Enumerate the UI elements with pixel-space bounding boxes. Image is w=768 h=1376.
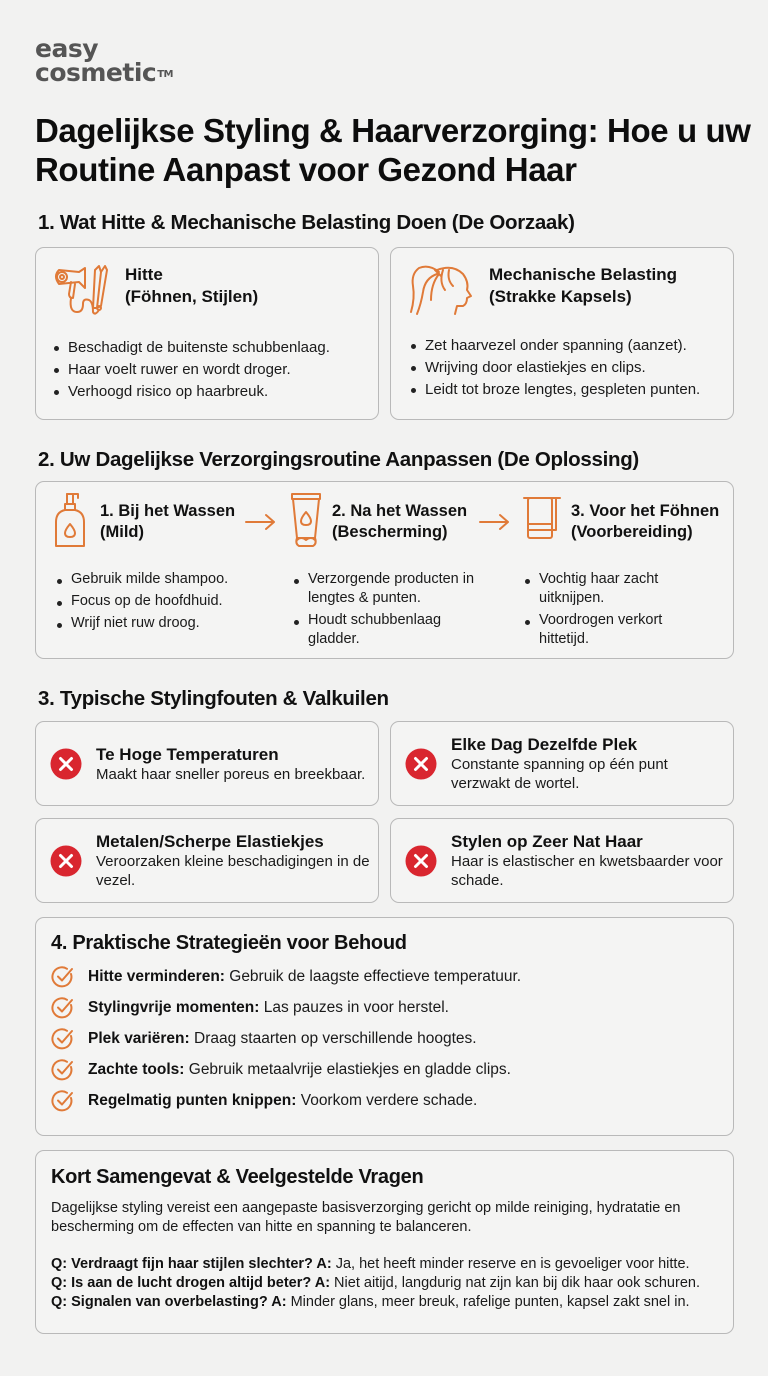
strategy-text: Voorkom verdere schade. bbox=[296, 1091, 478, 1109]
bullet: Focus op de hoofdhuid. bbox=[54, 592, 274, 611]
section2-heading: 2. Uw Dagelijkse Verzorgingsroutine Aanpassen (De Oplossing) bbox=[38, 448, 639, 471]
pitfall-desc: Constante spanning op één punt verzwakt de wortel. bbox=[451, 756, 668, 792]
strategy-text: Las pauzes in voor herstel. bbox=[259, 998, 449, 1016]
bullet: Leidt tot broze lengtes, gespleten punten. bbox=[408, 379, 733, 401]
cause-bullets bbox=[51, 337, 378, 403]
step-subtitle: (Bescherming) bbox=[332, 523, 448, 541]
cause-title: Hitte bbox=[125, 265, 163, 284]
bullet: Verhoogd risico op haarbreuk. bbox=[51, 381, 378, 403]
section3-heading: 3. Typische Stylingfouten & Valkuilen bbox=[38, 687, 389, 710]
arrow-right-icon bbox=[244, 512, 278, 532]
strategy-label: Stylingvrije momenten: bbox=[88, 998, 260, 1016]
pump-bottle-icon bbox=[54, 492, 88, 553]
bullet: Wrijving door elastiekjes en clips. bbox=[408, 357, 733, 379]
pitfall-title: Elke Dag Dezelfde Plek bbox=[451, 735, 638, 754]
strategy-item bbox=[51, 961, 733, 992]
section1-heading: 1. Wat Hitte & Mechanische Belasting Doen (De Oorzaak) bbox=[38, 211, 575, 234]
routine-step-3 bbox=[522, 492, 727, 652]
error-x-icon bbox=[50, 748, 82, 780]
check-circle-icon bbox=[51, 965, 75, 989]
bullet: Gebruik milde shampoo. bbox=[54, 570, 274, 589]
step-subtitle: (Mild) bbox=[100, 523, 144, 541]
cause-subtitle: (Föhnen, Stijlen) bbox=[125, 287, 259, 306]
bullet: Voordrogen verkort hittetijd. bbox=[522, 611, 692, 649]
bullet: Zet haarvezel onder spanning (aanzet). bbox=[408, 335, 733, 357]
routine-card bbox=[35, 481, 734, 659]
pitfall-card bbox=[35, 818, 379, 903]
bullet: Verzorgende producten in lengtes & punten. bbox=[291, 570, 486, 608]
bullet: Vochtig haar zacht uitknijpen. bbox=[522, 570, 692, 608]
faq-question: Q: Is aan de lucht drogen altijd beter? A: bbox=[51, 1275, 331, 1291]
faq-intro: Dagelijkse styling vereist een aangepaste basisverzorging gericht op milde reiniging, hydratatie en bescherming om de effecten van hitte en spanning te balanceren. bbox=[51, 1200, 681, 1235]
pitfall-title: Te Hoge Temperaturen bbox=[96, 744, 279, 764]
step-bullets bbox=[54, 570, 274, 633]
error-x-icon bbox=[405, 845, 437, 877]
strategy-item bbox=[51, 1085, 733, 1116]
strategy-item bbox=[51, 1023, 733, 1054]
faq-item bbox=[51, 1293, 719, 1312]
check-circle-icon bbox=[51, 1089, 75, 1113]
step-title: 2. Na het Wassen bbox=[332, 502, 468, 520]
check-circle-icon bbox=[51, 1058, 75, 1082]
bullet: Wrijf niet ruw droog. bbox=[54, 614, 274, 633]
strategy-label: Regelmatig punten knippen: bbox=[88, 1091, 297, 1109]
step-subtitle: (Voorbereiding) bbox=[571, 523, 693, 541]
routine-step-2 bbox=[291, 492, 491, 652]
step-title: 1. Bij het Wassen bbox=[100, 502, 236, 520]
faq-item bbox=[51, 1274, 719, 1293]
check-circle-icon bbox=[51, 996, 75, 1020]
faq-answer: Niet aitijd, langdurig nat zijn kan bij dik haar ook schuren. bbox=[330, 1275, 700, 1291]
brand-line1: easy bbox=[35, 34, 99, 63]
strategy-item bbox=[51, 992, 733, 1023]
faq-answer: Minder glans, meer breuk, rafelige punten, kapsel zakt snel in. bbox=[286, 1294, 690, 1310]
bullet: Houdt schubbenlaag gladder. bbox=[291, 611, 486, 649]
faq-question: Q: Verdraagt fijn haar stijlen slechter? A: bbox=[51, 1256, 332, 1272]
cause-card-mechanical bbox=[390, 247, 734, 420]
faq-heading: Kort Samengevat & Veelgestelde Vragen bbox=[51, 1166, 424, 1188]
strategy-text: Draag staarten op verschillende hoogtes. bbox=[189, 1029, 477, 1047]
bullet: Haar voelt ruwer en wordt droger. bbox=[51, 359, 378, 381]
ponytail-head-icon bbox=[409, 260, 473, 323]
pitfall-desc: Veroorzaken kleine beschadigingen in de vezel. bbox=[96, 853, 370, 889]
brand-line2: cosmetic bbox=[35, 58, 157, 87]
pitfall-card bbox=[390, 818, 734, 903]
towel-icon bbox=[522, 492, 562, 545]
cause-bullets bbox=[408, 335, 733, 401]
step-title: 3. Voor het Föhnen bbox=[571, 502, 720, 520]
cause-title: Mechanische Belasting bbox=[489, 265, 678, 284]
brand-logo bbox=[35, 34, 174, 87]
step-bullets bbox=[291, 570, 486, 649]
tube-icon bbox=[291, 492, 321, 553]
page-title: Dagelijkse Styling & Haarverzorging: Hoe u uw Routine Aanpast voor Gezond Haar bbox=[35, 112, 751, 188]
bullet: Beschadigt de buitenste schubbenlaag. bbox=[51, 337, 378, 359]
routine-step-1 bbox=[54, 492, 274, 636]
error-x-icon bbox=[405, 748, 437, 780]
trademark: TM bbox=[157, 69, 174, 80]
pitfall-desc: Haar is elastischer en kwetsbaarder voor schade. bbox=[451, 853, 723, 889]
pitfall-card bbox=[35, 721, 379, 806]
faq-answer: Ja, het heeft minder reserve en is gevoeliger voor hitte. bbox=[331, 1256, 690, 1272]
faq-question: Q: Signalen van overbelasting? A: bbox=[51, 1294, 287, 1310]
strategy-item bbox=[51, 1054, 733, 1085]
strategy-text: Gebruik de laagste effectieve temperatuur. bbox=[224, 967, 522, 985]
check-circle-icon bbox=[51, 1027, 75, 1051]
pitfall-desc: Maakt haar sneller poreus en breekbaar. bbox=[96, 765, 366, 783]
strategies-card bbox=[35, 917, 734, 1136]
cause-card-heat bbox=[35, 247, 379, 420]
faq-card bbox=[35, 1150, 734, 1334]
pitfall-title: Stylen op Zeer Nat Haar bbox=[451, 832, 643, 851]
strategy-label: Zachte tools: bbox=[88, 1060, 185, 1078]
error-x-icon bbox=[50, 845, 82, 877]
strategy-label: Hitte verminderen: bbox=[88, 967, 225, 985]
arrow-right-icon bbox=[478, 512, 512, 532]
strategy-text: Gebruik metaalvrije elastiekjes en gladde clips. bbox=[184, 1060, 511, 1078]
pitfall-card bbox=[390, 721, 734, 806]
strategy-label: Plek variëren: bbox=[88, 1029, 190, 1047]
pitfall-title: Metalen/Scherpe Elastiekjes bbox=[96, 832, 324, 851]
step-bullets bbox=[522, 570, 692, 649]
cause-subtitle: (Strakke Kapsels) bbox=[489, 287, 632, 306]
faq-item bbox=[51, 1255, 719, 1274]
section4-heading: 4. Praktische Strategieën voor Behoud bbox=[51, 932, 407, 954]
hairdryer-straightener-icon bbox=[51, 262, 113, 323]
